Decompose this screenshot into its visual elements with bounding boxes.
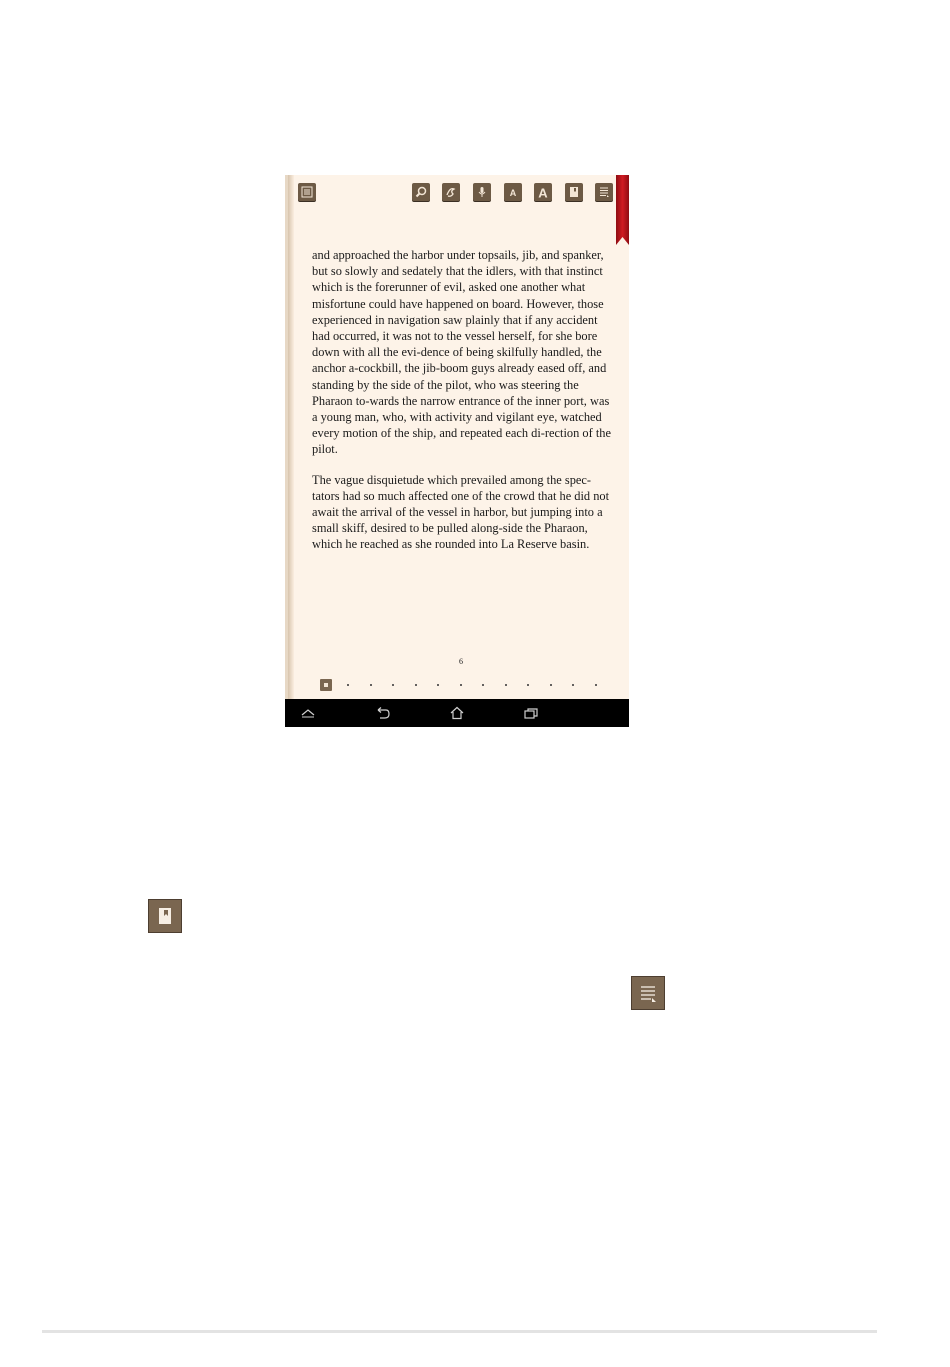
table-of-contents-icon[interactable]	[298, 183, 316, 201]
page-slider-tick	[572, 684, 574, 686]
page-number: 6	[459, 657, 463, 666]
page-slider-tick	[370, 684, 372, 686]
page-slider-tick	[550, 684, 552, 686]
page-slider-tick	[505, 684, 507, 686]
font-increase-icon[interactable]	[534, 183, 552, 201]
reader-page[interactable]	[285, 175, 629, 699]
svg-text:A: A	[538, 185, 548, 199]
ebook-reader-screenshot	[285, 175, 629, 727]
back-icon[interactable]	[371, 703, 395, 723]
page-slider-tick	[482, 684, 484, 686]
bookmark-add-icon	[148, 899, 182, 933]
page-slider-tick	[415, 684, 417, 686]
bookmark-ribbon[interactable]	[616, 175, 629, 245]
page-slider-tick	[437, 684, 439, 686]
footer-divider	[42, 1330, 877, 1333]
system-navigation-bar	[285, 699, 629, 727]
highlight-icon[interactable]	[442, 183, 460, 201]
bookmark-list-icon	[631, 976, 665, 1010]
text-to-speech-icon[interactable]	[473, 183, 491, 201]
up-icon[interactable]	[296, 703, 320, 723]
paragraph: and approached the harbor under topsails, jib, and spanker, but so slowly and sedately that the idlers, with that instinct which is the forerunner of evil, asked one another what misfortune could have happened on board. However, those experienced in navigation saw plainly that if any accident had occurred, it was not to the vessel herself, for she bore down with all the evi-dence of being skilfully handled, the anchor a-cockbill, the jib-boom guys already eased off, and standing by the side of the pilot, who was steering the Pharaon to-wards the narrow entrance of the inner port, was a young man, who, with activity and vigilant eye, watched every motion of the ship, and repeated each di-rection of the pilot.	[312, 248, 611, 457]
page-slider[interactable]	[318, 679, 608, 693]
page-body-text	[312, 247, 612, 567]
font-decrease-icon[interactable]	[504, 183, 522, 201]
book-spine-shadow	[288, 175, 294, 699]
page-slider-tick	[527, 684, 529, 686]
page-slider-tick	[347, 684, 349, 686]
paragraph: The vague disquietude which prevailed among the spec-tators had so much affected one of the crowd that he did not await the arrival of the vessel in harbor, but jumping into a small skiff, desired to be pulled along-side the Pharaon, which he reached as she rounded into La Reserve basin.	[312, 472, 610, 552]
page-slider-thumb[interactable]	[320, 679, 332, 691]
home-icon[interactable]	[445, 703, 469, 723]
search-icon[interactable]	[412, 183, 430, 201]
page-slider-tick	[595, 684, 597, 686]
bookmark-add-icon[interactable]	[565, 183, 583, 201]
svg-text:A: A	[509, 188, 517, 198]
page-slider-tick	[460, 684, 462, 686]
page-slider-tick	[392, 684, 394, 686]
recent-apps-icon[interactable]	[519, 703, 543, 723]
bookmark-list-icon[interactable]	[595, 183, 613, 201]
